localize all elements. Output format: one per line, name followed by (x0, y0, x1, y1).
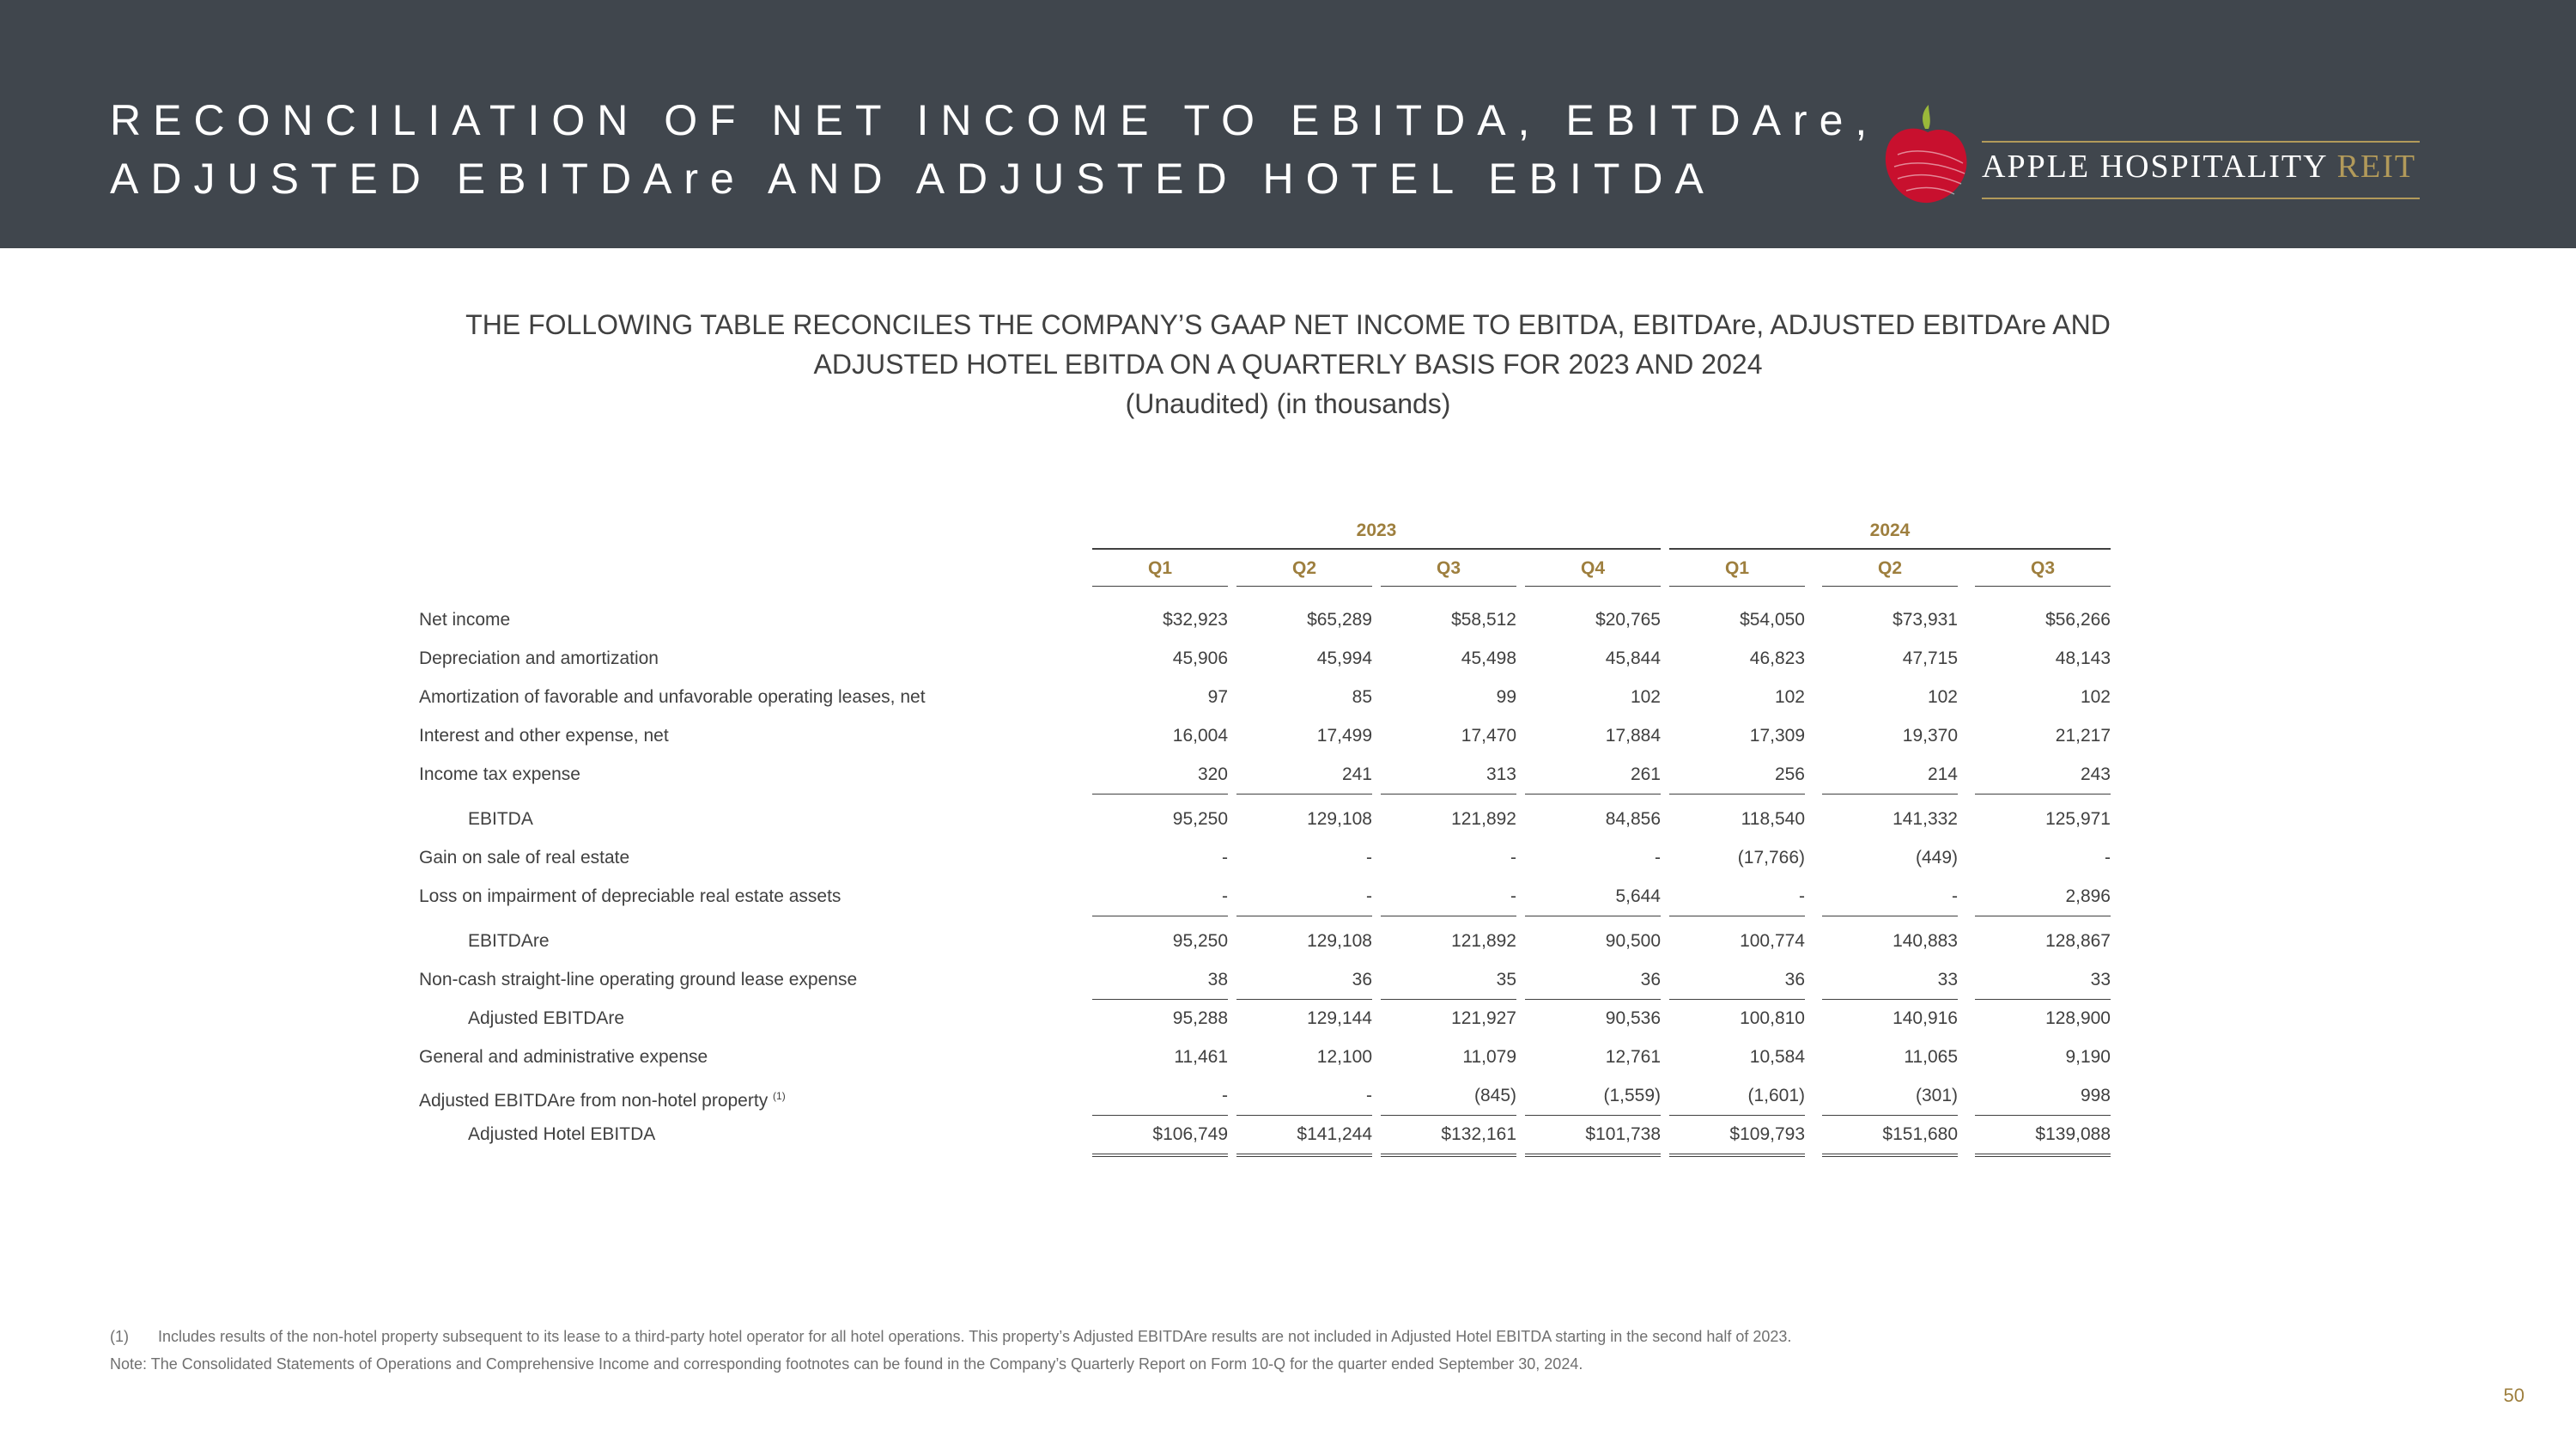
table-row (419, 756, 2136, 794)
row-label (419, 640, 659, 678)
footnote-1-text: Includes results of the non-hotel property subsequent to its lease to a third-party hotel operator for all hotel operations. This property’s Adjusted EBITDAre results are not included in Adjusted Hotel EBITDA starting in the second half of 2023. (158, 1328, 1792, 1345)
table-cell: 95,250 (1172, 931, 1228, 951)
table-cell: (449) (1915, 848, 1958, 868)
table-cell: 45,844 (1605, 648, 1661, 668)
table-cell: $109,793 (1669, 1116, 1805, 1157)
table-cell: $132,161 (1381, 1116, 1516, 1157)
quarter-header-0: Q1 (1092, 551, 1228, 587)
table-cell: 45,906 (1172, 648, 1228, 668)
table-cell: 125,971 (2045, 809, 2111, 829)
table-cell: 313 (1381, 756, 1516, 795)
table-cell: (301) (1822, 1077, 1958, 1116)
table-cell: 128,900 (2045, 1008, 2111, 1028)
table-cell: (1,601) (1669, 1077, 1805, 1116)
company-logo (1880, 103, 2430, 210)
table-cell: 47,715 (1902, 648, 1958, 668)
table-cell: $101,738 (1525, 1116, 1661, 1157)
table-cell: $56,266 (2045, 610, 2111, 630)
table-cell: 118,540 (1741, 809, 1805, 829)
table-cell: 90,536 (1605, 1008, 1661, 1028)
table-cell: (1,559) (1525, 1077, 1661, 1116)
row-label-text: Gain on sale of real estate (419, 848, 630, 868)
table-cell: 243 (1975, 756, 2111, 795)
footnotes (110, 1323, 1791, 1378)
table-cell: $32,923 (1163, 610, 1228, 630)
row-label-text: EBITDAre (468, 931, 550, 951)
table-cell: $141,244 (1236, 1116, 1372, 1157)
table-cell: - (2105, 848, 2111, 868)
quarter-header-3: Q4 (1525, 551, 1661, 587)
table-cell: 214 (1822, 756, 1958, 795)
table-cell: $73,931 (1893, 610, 1958, 630)
quarter-header-5: Q2 (1822, 551, 1958, 587)
table-row (419, 1077, 2136, 1115)
table-cell: 95,288 (1172, 1008, 1228, 1028)
table-cell: 140,916 (1893, 1008, 1958, 1028)
table-cell: 140,883 (1893, 931, 1958, 951)
row-label (419, 717, 669, 755)
table-row (419, 717, 2136, 755)
table-cell: 11,079 (1462, 1047, 1516, 1067)
table-cell: - (1092, 878, 1228, 916)
table-row (419, 878, 2136, 916)
row-label (419, 1077, 786, 1120)
intro-line-1: THE FOLLOWING TABLE RECONCILES THE COMPANY’S GAAP NET INCOME TO EBITDA, EBITDAre, ADJUSTED EBITDAre AND (465, 309, 2111, 340)
row-label (419, 679, 926, 716)
table-cell: 241 (1236, 756, 1372, 795)
table-cell: $20,765 (1595, 610, 1661, 630)
row-label-text: Income tax expense (419, 764, 580, 784)
table-cell: 129,108 (1307, 931, 1372, 951)
table-cell: - (1222, 848, 1228, 868)
row-label-text: Adjusted Hotel EBITDA (468, 1124, 656, 1144)
table-cell: 84,856 (1605, 809, 1661, 829)
table-cell: 121,892 (1451, 931, 1516, 951)
table-row (419, 961, 2136, 999)
row-label-text: Adjusted EBITDAre (468, 1008, 625, 1028)
table-cell: 48,143 (2055, 648, 2111, 668)
table-row (419, 679, 2136, 716)
table-cell: 97 (1207, 687, 1228, 707)
row-label-text: Adjusted EBITDAre from non-hotel property (419, 1091, 769, 1111)
table-cell: 99 (1496, 687, 1516, 707)
table-cell: 10,584 (1749, 1047, 1805, 1067)
table-row (419, 839, 2136, 877)
title-line-1: RECONCILIATION OF NET INCOME TO EBITDA, EBITDAre, (110, 96, 1880, 144)
table-cell: $58,512 (1451, 610, 1516, 630)
intro-line-2: ADJUSTED HOTEL EBITDA ON A QUARTERLY BASIS FOR 2023 AND 2024 (813, 349, 1763, 380)
quarter-header-1: Q2 (1236, 551, 1372, 587)
table-cell: 36 (1236, 961, 1372, 1000)
table-cell: 102 (1927, 687, 1958, 707)
logo-rule-bottom (1982, 198, 2420, 199)
table-cell: 33 (1975, 961, 2111, 1000)
table-cell: 16,004 (1172, 726, 1228, 746)
page-number: 50 (2503, 1385, 2524, 1406)
table-cell: 9,190 (2065, 1047, 2111, 1067)
table-cell: 33 (1822, 961, 1958, 1000)
table-cell: 141,332 (1893, 809, 1958, 829)
row-label (468, 1116, 655, 1154)
table-cell: 90,500 (1605, 931, 1661, 951)
table-cell: 35 (1381, 961, 1516, 1000)
table-cell: - (1381, 878, 1516, 916)
row-label-text: Interest and other expense, net (419, 726, 669, 746)
table-cell: $54,050 (1740, 610, 1805, 630)
table-cell: (845) (1381, 1077, 1516, 1116)
table-row (419, 601, 2136, 639)
table-cell: $139,088 (1975, 1116, 2111, 1157)
row-label (419, 839, 629, 877)
table-cell: 21,217 (2055, 726, 2111, 746)
footnote-note: Note: The Consolidated Statements of Operations and Comprehensive Income and corresponding footnotes can be found in the Company’s Quarterly Report on Form 10-Q for the quarter ended September 30, 2024. (110, 1355, 1583, 1373)
table-cell: 129,108 (1307, 809, 1372, 829)
table-cell: 5,644 (1525, 878, 1661, 916)
logo-reit: REIT (2336, 149, 2417, 185)
table-cell: 102 (1630, 687, 1661, 707)
table-row (419, 1116, 2136, 1154)
table-cell: - (1236, 878, 1372, 916)
table-cell: $151,680 (1822, 1116, 1958, 1157)
table-row (419, 1038, 2136, 1076)
footnote-1-marker: (1) (110, 1328, 129, 1345)
table-cell: $106,749 (1092, 1116, 1228, 1157)
table-cell: 100,774 (1740, 931, 1805, 951)
table-cell: - (1822, 878, 1958, 916)
page-title (110, 91, 1879, 208)
table-cell: 17,884 (1605, 726, 1661, 746)
year-header-0: 2023 (1092, 514, 1661, 550)
table-cell: - (1655, 848, 1661, 868)
logo-wordmark (1982, 148, 2416, 186)
year-header-1: 2024 (1669, 514, 2111, 550)
table-cell: 102 (1774, 687, 1805, 707)
table-cell: 256 (1669, 756, 1805, 795)
intro-heading (429, 305, 2147, 423)
table-cell: 12,100 (1316, 1047, 1372, 1067)
table-cell: $65,289 (1307, 610, 1372, 630)
row-label (419, 756, 580, 794)
table-cell: 19,370 (1902, 726, 1958, 746)
table-cell: - (1236, 1077, 1372, 1116)
table-cell: 45,498 (1461, 648, 1516, 668)
table-cell: 12,761 (1605, 1047, 1661, 1067)
row-label-text: EBITDA (468, 809, 533, 829)
table-cell: 95,250 (1172, 809, 1228, 829)
table-cell: - (1510, 848, 1516, 868)
table-cell: 45,994 (1316, 648, 1372, 668)
row-label-text: Amortization of favorable and unfavorable operating leases, net (419, 687, 926, 707)
table-cell: 85 (1352, 687, 1372, 707)
table-cell: 121,892 (1451, 809, 1516, 829)
table-cell: 36 (1525, 961, 1661, 1000)
table-cell: - (1092, 1077, 1228, 1116)
table-row (419, 1000, 2136, 1038)
table-cell: 320 (1092, 756, 1228, 795)
table-row (419, 922, 2136, 960)
table-cell: 38 (1092, 961, 1228, 1000)
intro-line-3: (Unaudited) (in thousands) (1125, 388, 1451, 419)
row-label (419, 601, 510, 639)
row-label (468, 922, 550, 960)
row-label (419, 878, 841, 916)
table-cell: 998 (1975, 1077, 2111, 1116)
footnote-1 (110, 1323, 1791, 1350)
apple-logo-icon (1880, 103, 1975, 210)
table-cell: 17,499 (1316, 726, 1372, 746)
quarter-header-2: Q3 (1381, 551, 1516, 587)
row-label-text: Loss on impairment of depreciable real estate assets (419, 886, 841, 906)
table-cell: - (1669, 878, 1805, 916)
row-label (419, 1038, 708, 1076)
table-row (419, 801, 2136, 838)
table-cell: 11,461 (1174, 1047, 1228, 1067)
row-label-text: General and administrative expense (419, 1047, 708, 1067)
row-label (419, 961, 857, 999)
table-cell: 261 (1525, 756, 1661, 795)
row-label (468, 801, 533, 838)
logo-name: APPLE HOSPITALITY (1982, 149, 2328, 185)
table-cell: 128,867 (2045, 931, 2111, 951)
table-cell: - (1366, 848, 1372, 868)
table-cell: 102 (2080, 687, 2111, 707)
table-cell: 11,065 (1904, 1047, 1958, 1067)
footnote-marker: (1) (773, 1090, 786, 1102)
table-cell: 121,927 (1451, 1008, 1516, 1028)
table-cell: 2,896 (1975, 878, 2111, 916)
title-line-2: ADJUSTED EBITDAre AND ADJUSTED HOTEL EBITDA (110, 155, 1716, 203)
table-cell: (17,766) (1737, 848, 1805, 868)
row-label-text: Net income (419, 610, 511, 630)
table-cell: 36 (1669, 961, 1805, 1000)
table-cell: 46,823 (1749, 648, 1805, 668)
quarter-header-6: Q3 (1975, 551, 2111, 587)
table-cell: 17,309 (1749, 726, 1805, 746)
logo-rule-top (1982, 141, 2420, 143)
table-cell: 100,810 (1740, 1008, 1805, 1028)
table-row (419, 640, 2136, 678)
row-label-text: Non-cash straight-line operating ground lease expense (419, 970, 858, 989)
quarter-header-4: Q1 (1669, 551, 1805, 587)
row-label (468, 1000, 624, 1038)
header-bar (0, 0, 2576, 248)
table-cell: 17,470 (1461, 726, 1516, 746)
row-label-text: Depreciation and amortization (419, 648, 659, 668)
table-cell: 129,144 (1307, 1008, 1372, 1028)
